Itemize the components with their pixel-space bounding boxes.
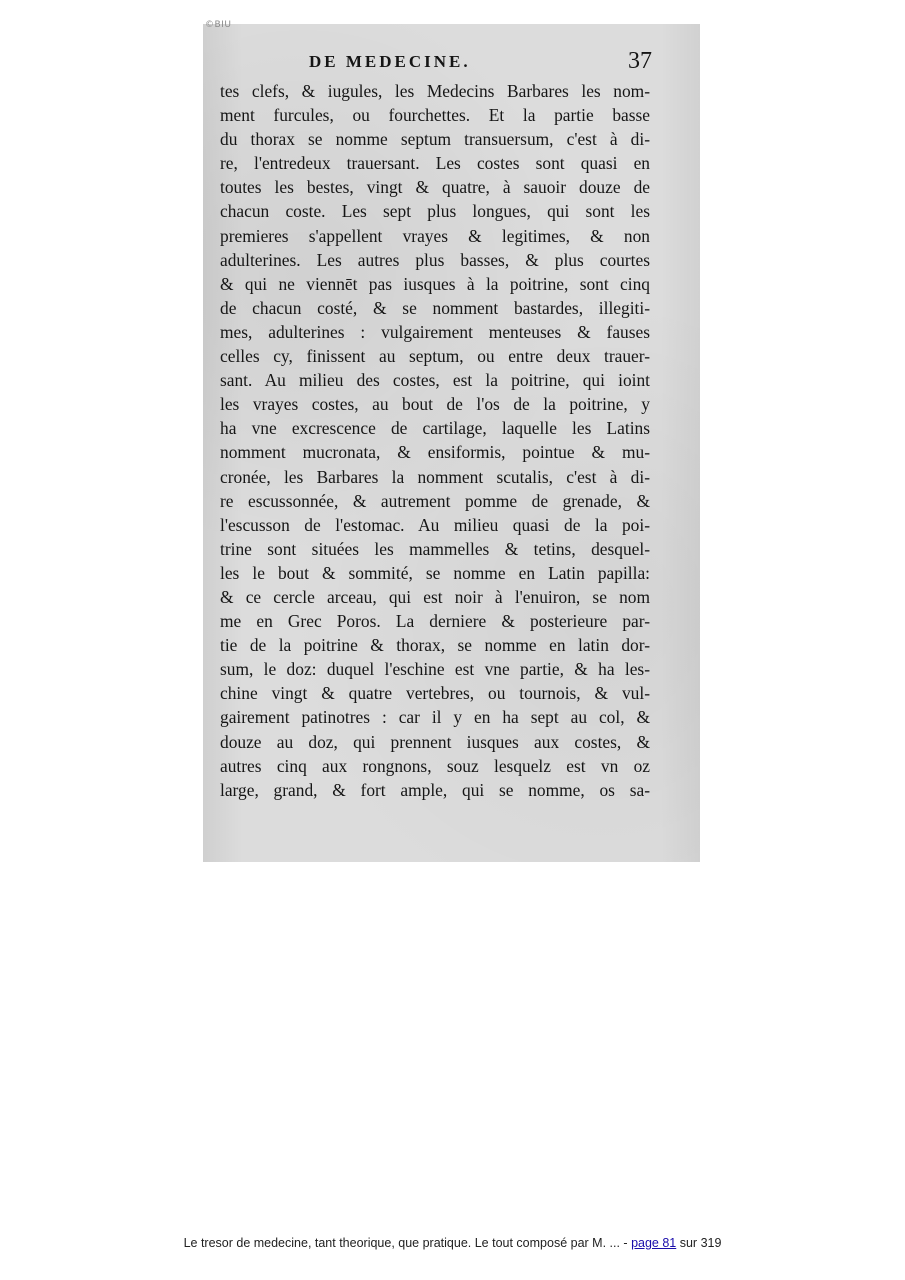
text-line: sum, le doz: duquel l'eschine est vne partie, & ha les- [220, 659, 650, 680]
text-line: premieres s'appellent vrayes & legitimes, & non [220, 225, 650, 246]
text-line: autres cinq aux rongnons, souz lesquelz est vn oz [220, 755, 650, 776]
text-line: les vrayes costes, au bout de l'os de la poitrine, y [220, 394, 650, 415]
page-count: sur 319 [679, 1236, 722, 1250]
text-line: large, grand, & fort ample, qui se nomme, os sa- [220, 779, 650, 800]
text-line: mes, adulterines : vulgairement menteuses & fauses [220, 321, 650, 342]
page-number: 37 [628, 48, 652, 74]
page-text [220, 79, 650, 802]
text-line: toutes les bestes, vingt & quatre, à sauoir douze de [220, 177, 650, 198]
text-line: & qui ne viennēt pas iusques à la poitrine, sont cinq [220, 273, 650, 294]
text-line: re, l'entredeux trauersant. Les costes sont quasi en [220, 153, 650, 174]
text-line: de chacun costé, & se nomment bastardes, illegiti- [220, 297, 650, 318]
text-line: cronée, les Barbares la nomment scutalis, c'est à di- [220, 466, 650, 487]
text-line: nomment mucronata, & ensiformis, pointue & mu- [220, 442, 650, 463]
text-line: adulterines. Les autres plus basses, & plus courtes [220, 249, 650, 270]
text-line: ment furcules, ou fourchettes. Et la partie basse [220, 105, 650, 126]
scanned-page [203, 20, 700, 862]
text-line: chacun coste. Les sept plus longues, qui sont les [220, 201, 650, 222]
text-line: re escussonnée, & autrement pomme de grenade, & [220, 490, 650, 511]
text-line: trine sont situées les mammelles & tetins, desquel- [220, 538, 650, 559]
text-line: les le bout & sommité, se nomme en Latin papilla: [220, 562, 650, 583]
running-head [203, 48, 700, 74]
watermark: ©BIU [205, 20, 232, 30]
text-line: celles cy, finissent au septum, ou entre deux trauer- [220, 346, 650, 367]
page-link[interactable]: page 81 [631, 1236, 677, 1250]
text-line: tie de la poitrine & thorax, se nomme en latin dor- [220, 635, 650, 656]
text-line: me en Grec Poros. La derniere & posterieure par- [220, 611, 650, 632]
text-line: gairement patinotres : car il y en ha sept au col, & [220, 707, 650, 728]
text-line: chine vingt & quatre vertebres, ou tournois, & vul- [220, 683, 650, 704]
text-line: sant. Au milieu des costes, est la poitrine, qui ioint [220, 370, 650, 391]
page-footer [0, 1236, 905, 1250]
text-line: & ce cercle arceau, qui est noir à l'enuiron, se nom [220, 586, 650, 607]
text-line: douze au doz, qui prennent iusques aux costes, & [220, 731, 650, 752]
text-line: tes clefs, & iugules, les Medecins Barbares les nom- [220, 81, 650, 101]
text-line: du thorax se nomme septum transuersum, c'est à di- [220, 129, 650, 150]
running-title: DE MEDECINE. [309, 52, 471, 71]
text-line: l'escusson de l'estomac. Au milieu quasi de la poi- [220, 514, 650, 535]
text-line: ha vne excrescence de cartilage, laquelle les Latins [220, 418, 650, 439]
book-title: Le tresor de medecine, tant theorique, que pratique. Le tout composé par M. ... - [183, 1236, 628, 1250]
